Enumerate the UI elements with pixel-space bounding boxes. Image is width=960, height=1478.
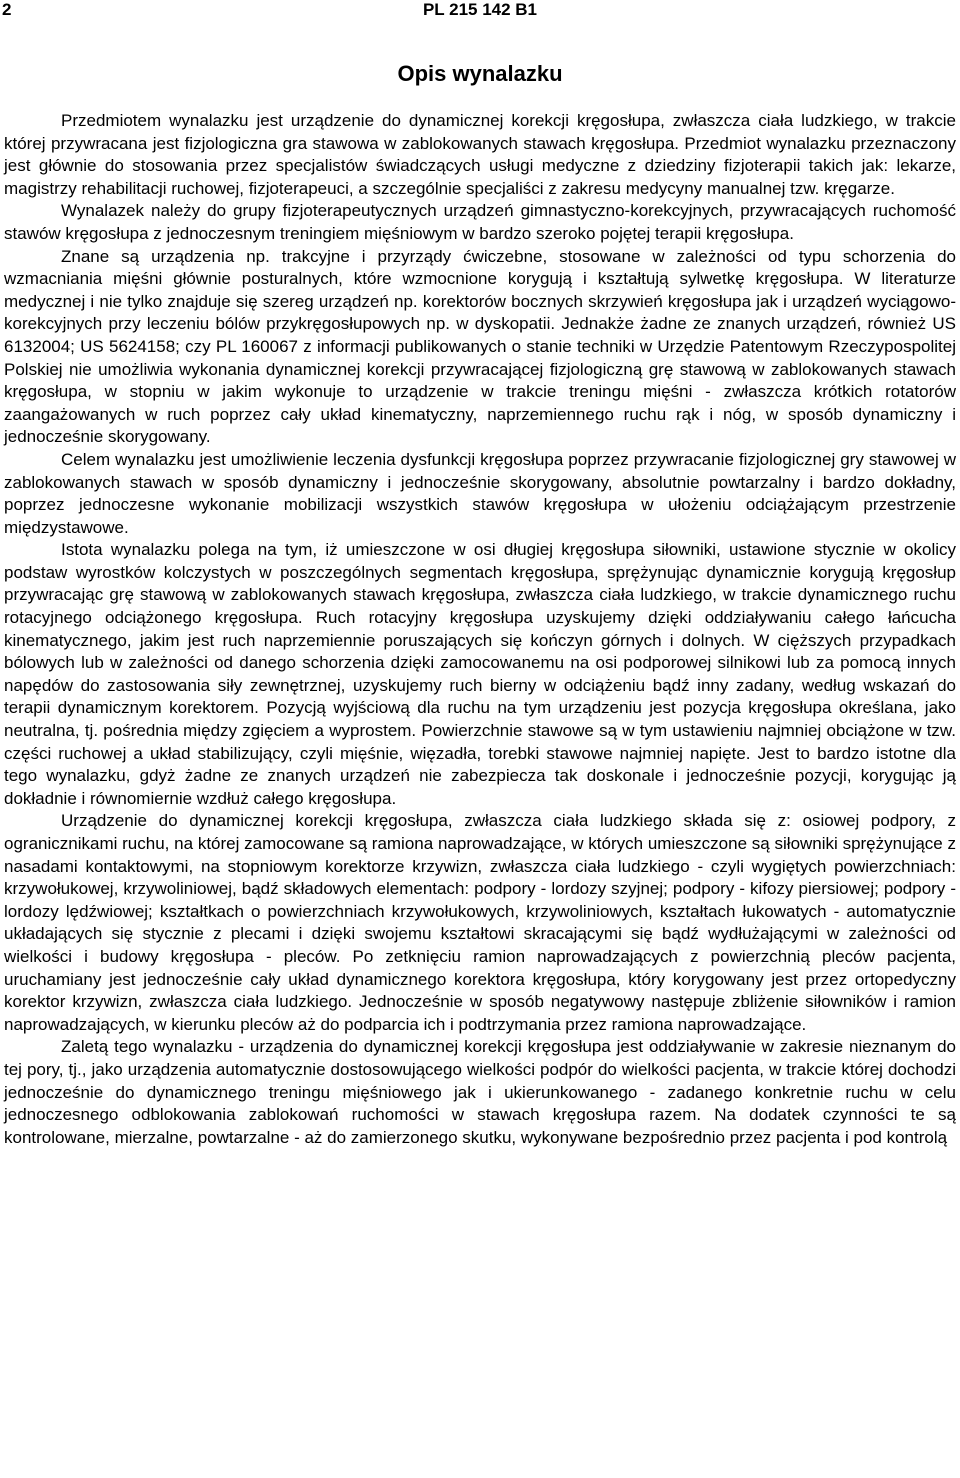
paragraph-prior-art: Znane są urządzenia np. trakcyjne i przyrządy ćwiczebne, stosowane w zależności od typu schorzenia do wzmacniania mięśni głównie posturalnych, które wzmocnione korygują i kształtują sylwetkę kręgosłupa. W literaturze medycznej i nie tylko znajduje się szereg urządzeń np. korektorów bocznych skrzywień kręgosłupa jak i urządzeń wyciągowo-korekcyjnych przy leczeniu bólów przykręgosłupowych np. w dyskopatii. Jednakże żadne ze znanych urządzeń, również US 6132004; US 5624158; czy PL 160067 z informacji publikowanych o stanie techniki w Urzędzie Patentowym Rzeczypospolitej Polskiej nie umożliwia wykonania dynamicznej korekcji przywracającej fizjologiczną grę stawową w zablokowanych stawach kręgosłupa, w stopniu w jakim wykonuje to urządzenie w trakcie treningu mięśni - zwłaszcza krótkich rotatorów zaangażowanych w ruch poprzez cały układ kinematyczny, naprzemiennego ruchu rąk i nóg, w sposób dynamiczny i jednocześnie skorygowany. [4,246,956,447]
description-body [4,110,956,1149]
document-title: Opis wynalazku [397,61,563,86]
paragraph-construction: Urządzenie do dynamicznej korekcji kręgosłupa, zwłaszcza ciała ludzkiego składa się z: osiowej podpory, z ogranicznikami ruchu, na której zamocowane są ramiona naprowadzające, w których umieszczone są siłowniki sprężynujące z nasadami kontaktowymi, na stopniowym korektorze krzywizn, zwłaszcza ciała ludzkiego - czyli wygiętych powierzchniach: krzywołukowej, krzywoliniowej, bądź składowych elementach: podpory - lordozy szyjnej; podpory - kifozy piersiowej; podpory - lordozy lędźwiowej; kształtkach o powierzchniach krzywołukowych, krzywoliniowych, kształtach łukowatych - automatycznie układających się stycznie z plecami i dzięki swojemu kształtowi skracającymi się bądź wydłużającymi w zależności od wielkości i budowy kręgosłupa - pleców. Po zetknięciu ramion naprowadzających z powierzchnią pleców pacjenta, uruchamiany jest jednocześnie cały układ dynamicznego korektora kręgosłupa, który korygowany jest przez ortopedyczny korektor krzywizn, zwłaszcza ciała ludzkiego. Jednocześnie w sposób negatywowy następuje zbliżenie siłowników i ramion naprowadzających, w kierunku pleców aż do podparcia ich i podtrzymania przez ramiona naprowadzające. [4,811,956,1034]
patent-number: PL 215 142 B1 [422,0,538,19]
page-header [0,0,960,22]
paragraph-subject: Przedmiotem wynalazku jest urządzenie do dynamicznej korekcji kręgosłupa, zwłaszcza ciała ludzkiego, w trakcie której przywracana jest fizjologiczna gra stawowa w zablokowanych stawach kręgosłupa. Przedmiot wynalazku przeznaczony jest głównie do stosowania przez specjalistów świadczących usługi medyczne z dziedziny fizjoterapii takich jak: lekarze, magistrzy rehabilitacji ruchowej, fizjoterapeuci, a szczególnie specjaliści z zakresu medycyny manualnej tzw. kręgarze. [4,111,956,198]
paragraph-field: Wynalazek należy do grupy fizjoterapeutycznych urządzeń gimnastyczno-korekcyjnych, przywracających ruchomość stawów kręgosłupa z jednoczesnym treningiem mięśniowym w bardzo szeroko pojętej terapii kręgosłupa. [4,201,956,243]
paragraph-essence: Istota wynalazku polega na tym, iż umieszczone w osi długiej kręgosłupa siłowniki, ustawione stycznie w okolicy podstaw wyrostków kolczystych w poszczególnych segmentach kręgosłupa, sprężynując dynamicznie korygują kręgosłup przywracając grę stawową w zablokowanych stawach kręgosłupa, zwłaszcza ciała ludzkiego, w trakcie dynamicznego ruchu rotacyjnego odciążonego kręgosłupa. Ruch rotacyjny kręgosłupa uzyskujemy dzięki oddziaływaniu całego łańcucha kinematycznego, jakim jest ruch naprzemiennie poruszających się kończyn górnych i dolnych. W cięższych przypadkach bólowych lub w zależności od danego schorzenia dzięki zamocowanemu na osi podporowej silnikowi lub za pomocą innych napędów do zastosowania siły zewnętrznej, uzyskujemy ruch bierny w odciążeniu bądź inny zadany, według wskazań do terapii dynamicznym korektorem. Pozycją wyjściową dla ruchu na tym urządzeniu jest pozycja kręgosłupa określana, jako neutralna, tj. pośrednia między zgięciem a wyprostem. Powierzchnie stawowe są w tym ustawieniu najmniej obciążone w tzw. części ruchowej a układ stabilizujący, czyli mięśnie, więzadła, torebki stawowe najmniej napięte. Jest to bardzo istotne dla tego wynalazku, gdyż żadne ze znanych urządzeń nie zabezpiecza tak doskonale i jednocześnie pozycji, korygując ją dokładnie i równomiernie wzdłuż całego kręgosłupa. [4,540,956,808]
paragraph-advantages: Zaletą tego wynalazku - urządzenia do dynamicznej korekcji kręgosłupa jest oddziaływanie w zakresie nieznanym do tej pory, tj., jako urządzenia automatycznie dostosowującego wielkości podpór do wielkości pacjenta, w trakcie której dochodzi jednocześnie do dynamicznego treningu mięśniowego jak i ukierunkowanego - zadanego konkretnie ruchu w celu jednoczesnego odblokowania zablokowań ruchomości w stawach kręgosłupa razem. Na dodatek czynności te są kontrolowane, mierzalne, powtarzalne - aż do zamierzonego skutku, wykonywane bezpośrednio przez pacjenta i pod kontrolą [4,1037,956,1147]
paragraph-objective: Celem wynalazku jest umożliwienie leczenia dysfunkcji kręgosłupa poprzez przywracanie fizjologicznej gry stawowej w zablokowanych stawach w sposób dynamiczny i jednocześnie skorygowany, absolutnie powtarzalny i bardzo dokładny, poprzez jednoczesne wykonanie mobilizacji wszystkich stawów kręgosłupa w ułożeniu odciążającym przestrzenie międzystawowe. [4,449,956,537]
page-number: 2 [2,0,12,19]
